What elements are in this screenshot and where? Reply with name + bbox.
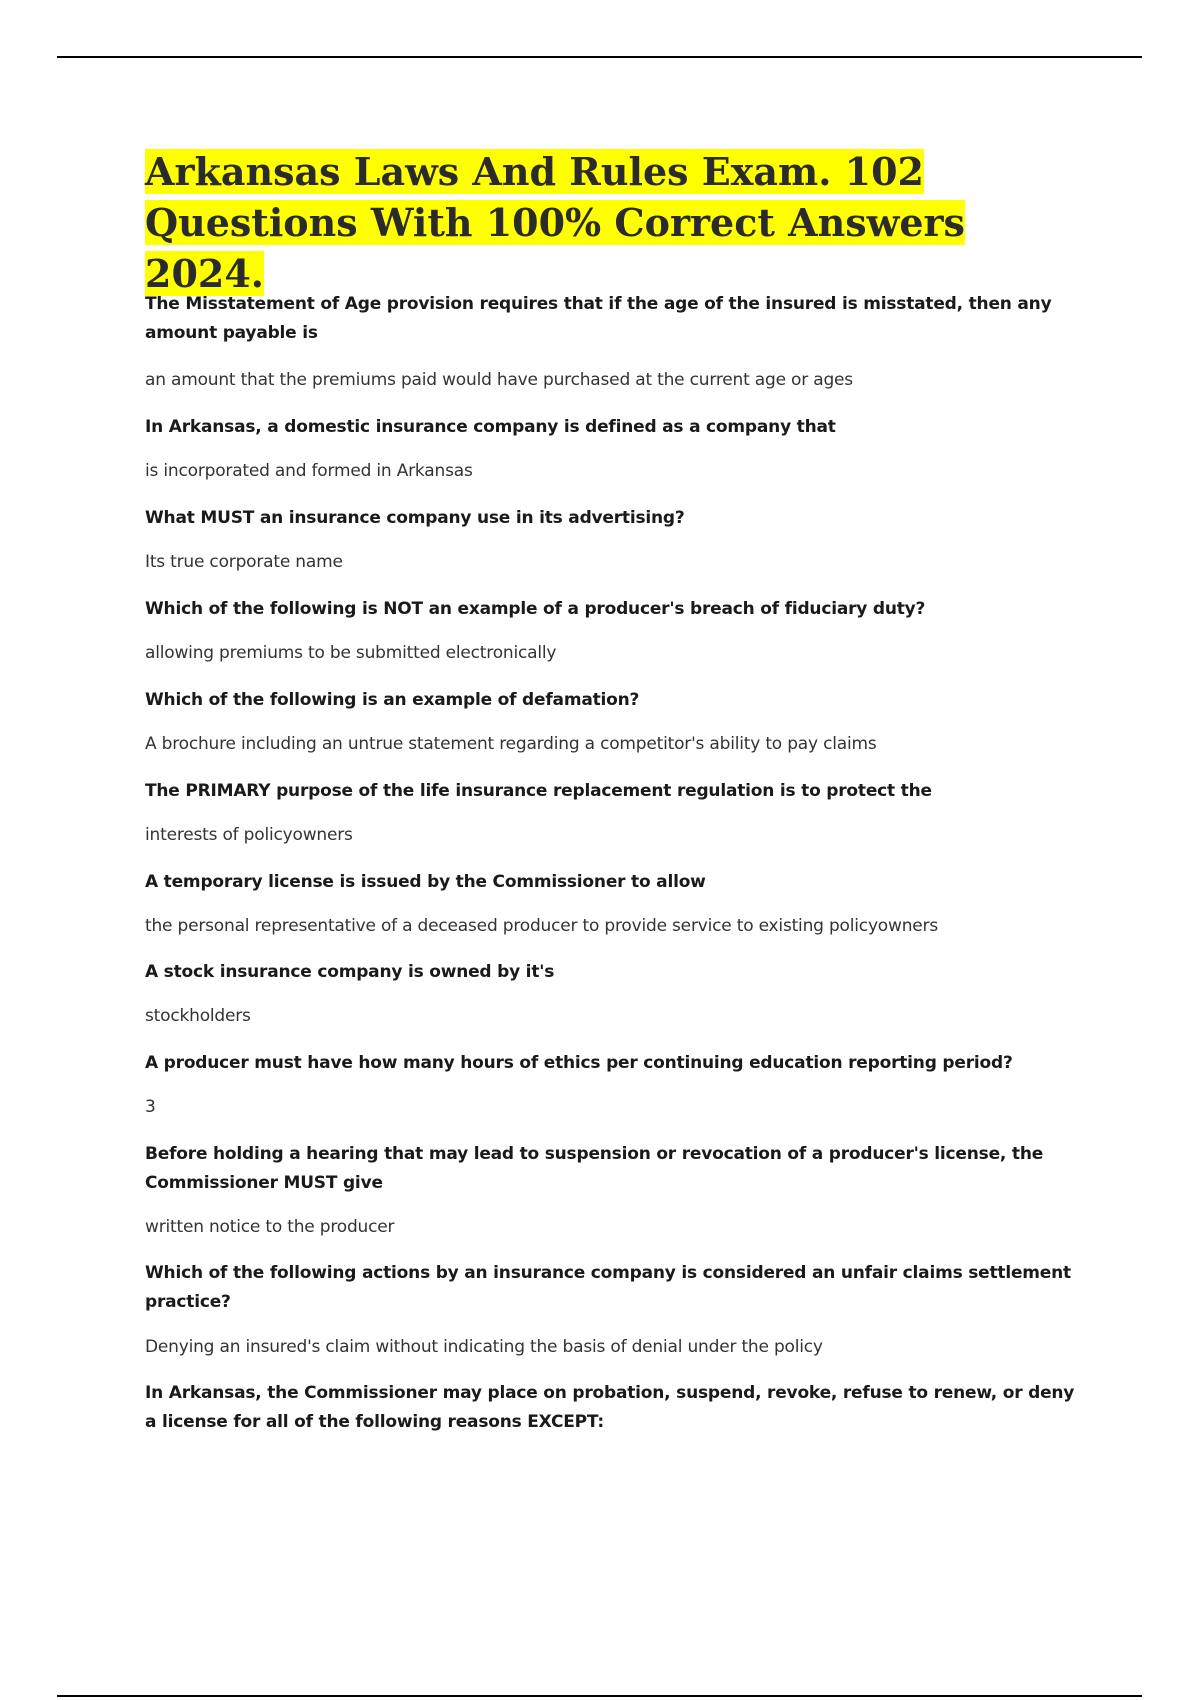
answer-11: Denying an insured's claim without indicating the basis of denial under the policy [145, 1337, 823, 1357]
answer-5: A brochure including an untrue statement regarding a competitor's ability to pay claims [145, 734, 877, 754]
question-8: A stock insurance company is owned by it's [145, 962, 555, 982]
header-rule [57, 56, 1142, 58]
answer-3: Its true corporate name [145, 552, 343, 572]
question-9: A producer must have how many hours of ethics per continuing education reporting period? [145, 1053, 1013, 1073]
answer-7: the personal representative of a deceased producer to provide service to existing policyowners [145, 916, 938, 936]
question-6: The PRIMARY purpose of the life insurance replacement regulation is to protect the [145, 781, 932, 801]
answer-2: is incorporated and formed in Arkansas [145, 461, 473, 481]
question-3: What MUST an insurance company use in its advertising? [145, 508, 685, 528]
question-11: Which of the following actions by an insurance company is considered an unfair claims settlement practice? [145, 1263, 1071, 1312]
question-2: In Arkansas, a domestic insurance company is defined as a company that [145, 417, 836, 437]
document-title: Arkansas Laws And Rules Exam. 102 Questions With 100% Correct Answers 2024. [145, 149, 965, 296]
question-10: Before holding a hearing that may lead to suspension or revocation of a producer's license, the Commissioner MUST give [145, 1144, 1044, 1193]
question-12: In Arkansas, the Commissioner may place on probation, suspend, revoke, refuse to renew, or deny a license for all of the following reasons EXCEPT: [145, 1383, 1075, 1432]
footer-rule [57, 1695, 1142, 1697]
question-1: The Misstatement of Age provision requires that if the age of the insured is misstated, then any amount payable is [145, 294, 1052, 343]
answer-9: 3 [145, 1097, 156, 1117]
answer-4: allowing premiums to be submitted electronically [145, 643, 557, 663]
question-4: Which of the following is NOT an example of a producer's breach of fiduciary duty? [145, 599, 926, 619]
answer-10: written notice to the producer [145, 1217, 395, 1237]
answer-1: an amount that the premiums paid would have purchased at the current age or ages [145, 370, 853, 390]
question-5: Which of the following is an example of defamation? [145, 690, 640, 710]
answer-8: stockholders [145, 1006, 251, 1026]
question-7: A temporary license is issued by the Commissioner to allow [145, 872, 706, 892]
answer-6: interests of policyowners [145, 825, 353, 845]
